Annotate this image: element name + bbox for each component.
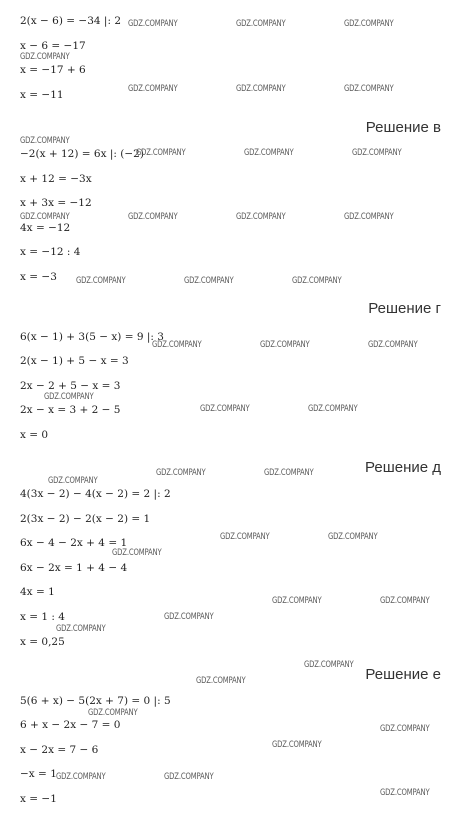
- watermark: GDZ.COMPANY: [352, 148, 402, 158]
- equation-line: x − 6 = −17: [20, 40, 86, 52]
- watermark: GDZ.COMPANY: [236, 84, 286, 94]
- watermark: GDZ.COMPANY: [184, 276, 234, 286]
- equation-line: 6(x − 1) + 3(5 − x) = 9 |: 3: [20, 331, 164, 343]
- watermark: GDZ.COMPANY: [344, 19, 394, 29]
- watermark: GDZ.COMPANY: [156, 468, 206, 478]
- equation-line: 2(x − 1) + 5 − x = 3: [20, 355, 129, 367]
- watermark: GDZ.COMPANY: [344, 84, 394, 94]
- watermark: GDZ.COMPANY: [164, 612, 214, 622]
- watermark: GDZ.COMPANY: [20, 212, 70, 222]
- solution-heading-g: Решение г: [368, 300, 441, 317]
- watermark: GDZ.COMPANY: [380, 724, 430, 734]
- watermark: GDZ.COMPANY: [308, 404, 358, 414]
- watermark: GDZ.COMPANY: [76, 276, 126, 286]
- equation-line: x = −11: [20, 89, 64, 101]
- watermark: GDZ.COMPANY: [304, 660, 354, 670]
- equation-line: −x = 1: [20, 768, 57, 780]
- equation-line: 4x = 1: [20, 586, 55, 598]
- watermark: GDZ.COMPANY: [260, 340, 310, 350]
- watermark: GDZ.COMPANY: [272, 596, 322, 606]
- equation-line: 6x − 4 − 2x + 4 = 1: [20, 537, 128, 549]
- equation-line: x = 0,25: [20, 636, 65, 648]
- solution-heading-e: Решение е: [365, 666, 441, 683]
- watermark: GDZ.COMPANY: [128, 19, 178, 29]
- watermark: GDZ.COMPANY: [244, 148, 294, 158]
- equation-line: 6 + x − 2x − 7 = 0: [20, 719, 121, 731]
- watermark: GDZ.COMPANY: [236, 19, 286, 29]
- equation-line: 2(x − 6) = −34 |: 2: [20, 15, 122, 27]
- watermark: GDZ.COMPANY: [380, 788, 430, 798]
- equation-line: x = 1 : 4: [20, 611, 65, 623]
- equation-line: x = −3: [20, 271, 57, 283]
- equation-line: −2(x + 12) = 6x |: (−2): [20, 148, 144, 160]
- equation-line: x = −17 + 6: [20, 64, 86, 76]
- equation-line: 4(3x − 2) − 4(x − 2) = 2 |: 2: [20, 488, 171, 500]
- solution-heading-v: Решение в: [365, 119, 441, 136]
- equation-line: x + 12 = −3x: [20, 173, 92, 185]
- watermark: GDZ.COMPANY: [264, 468, 314, 478]
- watermark: GDZ.COMPANY: [112, 548, 162, 558]
- equation-line: 6x − 2x = 1 + 4 − 4: [20, 562, 128, 574]
- equation-line: x − 2x = 7 − 6: [20, 744, 99, 756]
- watermark: GDZ.COMPANY: [344, 212, 394, 222]
- watermark: GDZ.COMPANY: [368, 340, 418, 350]
- watermark: GDZ.COMPANY: [136, 148, 186, 158]
- watermark: GDZ.COMPANY: [200, 404, 250, 414]
- watermark: GDZ.COMPANY: [128, 84, 178, 94]
- watermark: GDZ.COMPANY: [272, 740, 322, 750]
- watermark: GDZ.COMPANY: [152, 340, 202, 350]
- watermark: GDZ.COMPANY: [44, 392, 94, 402]
- watermark: GDZ.COMPANY: [164, 772, 214, 782]
- equation-line: 4x = −12: [20, 222, 71, 234]
- watermark: GDZ.COMPANY: [88, 708, 138, 718]
- watermark: GDZ.COMPANY: [196, 676, 246, 686]
- equation-line: 2x − x = 3 + 2 − 5: [20, 404, 121, 416]
- equation-line: x = −12 : 4: [20, 246, 81, 258]
- watermark: GDZ.COMPANY: [56, 772, 106, 782]
- equation-line: 5(6 + x) − 5(2x + 7) = 0 |: 5: [20, 695, 171, 707]
- watermark: GDZ.COMPANY: [292, 276, 342, 286]
- watermark: GDZ.COMPANY: [48, 476, 98, 486]
- watermark: GDZ.COMPANY: [328, 532, 378, 542]
- solution-heading-d: Решение д: [365, 459, 441, 476]
- watermark: GDZ.COMPANY: [20, 52, 70, 62]
- equation-line: x = 0: [20, 429, 49, 441]
- watermark: GDZ.COMPANY: [380, 596, 430, 606]
- watermark: GDZ.COMPANY: [20, 136, 70, 146]
- watermark: GDZ.COMPANY: [236, 212, 286, 222]
- equation-line: 2x − 2 + 5 − x = 3: [20, 380, 121, 392]
- watermark: GDZ.COMPANY: [220, 532, 270, 542]
- equation-line: 2(3x − 2) − 2(x − 2) = 1: [20, 513, 151, 525]
- watermark: GDZ.COMPANY: [128, 212, 178, 222]
- equation-line: x = −1: [20, 793, 57, 805]
- watermark: GDZ.COMPANY: [56, 624, 106, 634]
- equation-line: x + 3x = −12: [20, 197, 92, 209]
